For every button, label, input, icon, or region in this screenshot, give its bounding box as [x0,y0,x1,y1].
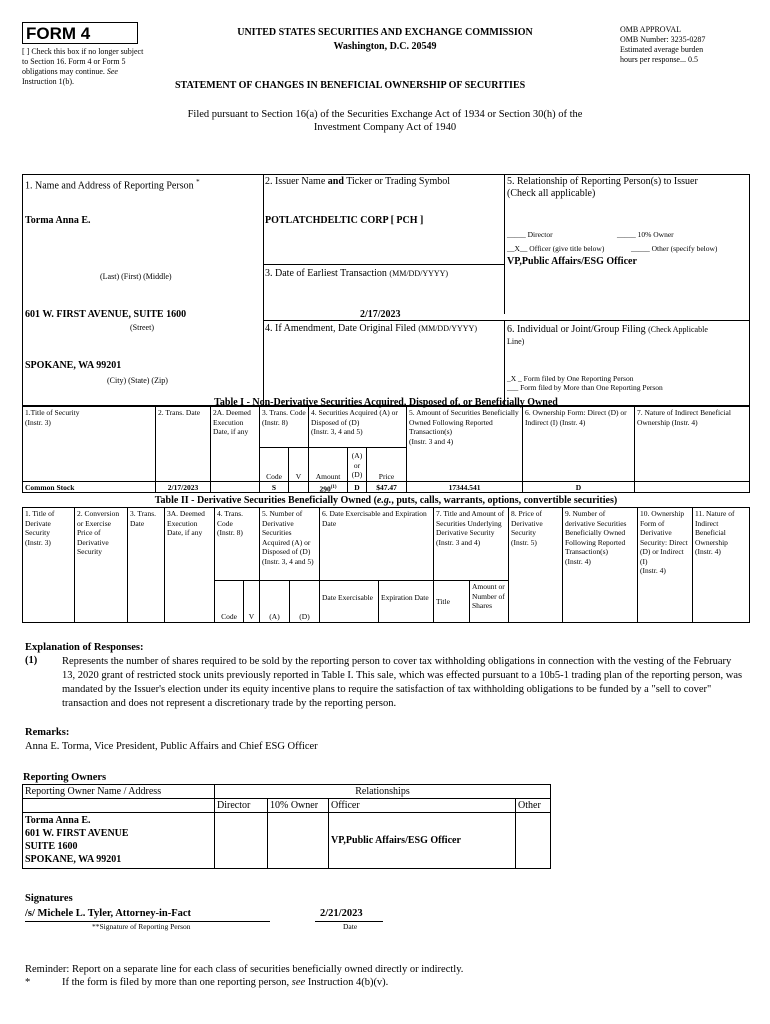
t2-header-trans-date: 3. Trans. Date [127,507,165,623]
t1-header-trans-date: 2. Trans. Date [155,406,211,482]
signature-date-caption: Date [343,922,358,931]
t1-sub-amount: Amount [308,447,348,482]
reporting-person-street: 601 W. FIRST AVENUE, SUITE 1600 [25,309,187,320]
t1-row-price: $47.47 [366,481,407,493]
box4-label: 4. If Amendment, Date Original Filed (MM/DD/YYYY) [265,323,477,334]
ro-col-other: Other [516,799,551,813]
filed-pursuant: Filed pursuant to Section 16(a) of the Securities Exchange Act of 1934 or Section 30(h) of the Investment Company Act of 1940 [187,109,583,133]
ro-col-name: Reporting Owner Name / Address [23,785,215,799]
issuer-name: POTLATCHDELTIC CORP [ PCH ] [265,215,424,226]
t2-header-price: 8. Price of Derivative Security (Instr. 5) [508,507,563,623]
explanation-number: (1) [25,655,38,666]
explanation-text: Represents the number of shares required to be sold by the reporting person to cover tax withholding obligations in connection with the vesting of the February 13, 2020 grant of restricted stock units previously reported in Table I. This sale, which was effected pursuant to a 10b5-1 trading plan of the reporting person, was mandated by the Issuer's election under its equity incentive plans to require the satisfaction of tax withholding obligations to be funded by a "sell to cover" transaction and does not represent a discretionary trade by the reporting person. [62,656,743,709]
form-label: FORM 4 [26,24,91,43]
agency-name: UNITED STATES SECURITIES AND EXCHANGE COMMISSION [237,27,533,38]
t2-sub-code: Code [214,580,244,623]
box3-label: 3. Date of Earliest Transaction (MM/DD/YYYY) [265,268,449,279]
box6-label: 6. Individual or Joint/Group Filing (Check Applicable Line) [507,324,708,346]
t2-sub-expiration: Expiration Date [378,580,434,623]
reminder-text: Reminder: Report on a separate line for each class of securities beneficially owned directly or indirectly. [25,964,464,975]
t2-header-trans-code: 4. Trans. Code (Instr. 8) [214,507,260,581]
other-checkbox: _____ Other (specify below) [631,244,718,253]
ro-col-relationships: Relationships [215,785,551,799]
ro-col-ten-pct: 10% Owner [268,799,329,813]
reporting-person-city: SPOKANE, WA 99201 [25,360,122,371]
reporting-owners-table [22,784,551,869]
signature-date: 2/21/2023 [320,908,363,919]
t1-header-deemed-date: 2A. Deemed Execution Date, if any [210,406,260,482]
director-checkbox: _____ Director [507,230,553,239]
multi-person-filing: ___ Form filed by More than One Reporting Person [507,383,663,392]
remarks-text: Anna E. Torma, Vice President, Public Affairs and Chief ESG Officer [25,741,318,752]
t2-header-date-exercisable: 6. Date Exercisable and Expiration Date [319,507,434,581]
name-caption: (Last) (First) (Middle) [100,272,172,281]
t2-sub-v: V [243,580,260,623]
box5-label: 5. Relationship of Reporting Person(s) to Issuer (Check all applicable) [507,176,698,199]
t1-row-owned: 17344.541 [406,481,523,493]
t2-header-ownership-form: 10. Ownership Form of Derivative Security: Direct (D) or Indirect (I) (Instr. 4) [637,507,693,623]
city-caption: (City) (State) (Zip) [107,376,168,385]
box1-label: 1. Name and Address of Reporting Person * [25,178,200,192]
t1-row-a-or-d: D [347,481,367,493]
t1-row-code: S [259,481,289,493]
t1-row-title: Common Stock [22,481,156,493]
statement-title: STATEMENT OF CHANGES IN BENEFICIAL OWNERSHIP OF SECURITIES [175,80,526,91]
box2-label: 2. Issuer Name and Ticker or Trading Symbol [265,176,451,187]
ro-owner-address: Torma Anna E. 601 W. FIRST AVENUE SUITE 1600 SPOKANE, WA 99201 [23,813,215,869]
t1-sub-v: V [288,447,309,482]
t1-header-securities: 4. Securities Acquired (A) or Disposed of (D) (Instr. 3, 4 and 5) [308,406,407,448]
t2-sub-a: (A) [259,580,290,623]
ro-officer-title: VP,Public Affairs/ESG Officer [329,813,516,869]
footnote-star: * [25,977,31,988]
one-person-filing: _X _ Form filed by One Reporting Person [507,374,634,383]
t2-header-number-owned: 9. Number of derivative Securities Beneficially Owned Following Reported Transaction(s) (Instr. 4) [562,507,638,623]
signature-caption: **Signature of Reporting Person [92,922,191,931]
t1-sub-a-or-d: (A) or (D) [347,447,367,482]
signatures-heading: Signatures [25,893,73,904]
t2-sub-amount: Amount or Number of Shares [469,580,509,623]
t1-row-form: D [522,481,635,493]
reporting-owners-heading: Reporting Owners [23,772,107,783]
remarks-heading: Remarks: [25,727,70,738]
t2-sub-date-exercisable: Date Exercisable [319,580,379,623]
t1-sub-price: Price [366,447,407,482]
earliest-transaction-date: 2/17/2023 [360,309,401,320]
ro-col-director: Director [215,799,268,813]
t1-row-amount: 290$^{(1)}$ [308,481,348,493]
t1-row-v [288,481,309,493]
form-label-box [22,22,138,44]
t2-header-title: 1. Title of Derivate Security (Instr. 3) [22,507,75,623]
t2-header-nature: 11. Nature of Indirect Beneficial Ownership (Instr. 4) [692,507,750,623]
table1-title: Table I - Non-Derivative Securities Acquired, Disposed of, or Beneficially Owned [214,397,558,408]
t2-header-deemed-date: 3A. Deemed Execution Date, if any [164,507,215,623]
omb-approval: OMB APPROVAL OMB Number: 3235-0287 Estimated average burden hours per response... 0.5 [620,25,706,64]
t1-row-date: 2/17/2023 [155,481,211,493]
t2-sub-title: Title [433,580,470,623]
footnote-text: If the form is filed by more than one reporting person, see Instruction 4(b)(v). [62,977,389,988]
officer-checkbox: __X__ Officer (give title below) [507,244,605,253]
t1-header-trans-code: 3. Trans. Code (Instr. 8) [259,406,309,448]
officer-title: VP,Public Affairs/ESG Officer [507,256,637,267]
t1-row-deemed-date [210,481,260,493]
t2-sub-d: (D) [289,580,320,623]
t1-header-title: 1.Title of Security (Instr. 3) [22,406,156,482]
t1-header-amount-owned: 5. Amount of Securities Beneficially Owned Following Reported Transaction(s) (Instr. 3 and 4) [406,406,523,482]
t1-row-nature [634,481,750,493]
t2-header-underlying: 7. Title and Amount of Securities Underlying Derivative Security (Instr. 3 and 4) [433,507,509,581]
table2-title: Table II - Derivative Securities Beneficially Owned (e.g., puts, calls, warrants, options, convertible securities) [154,495,618,506]
explanation-heading: Explanation of Responses: [25,642,144,653]
t2-header-conversion: 2. Conversion or Exercise Price of Derivative Security [74,507,128,623]
t2-header-number: 5. Number of Derivative Securities Acquired (A) or Disposed of (D) (Instr. 3, 4 and 5) [259,507,320,581]
t1-header-ownership-form: 6. Ownership Form: Direct (D) or Indirect (I) (Instr. 4) [522,406,635,482]
check-box-note: [ ] Check this box if no longer subject to Section 16. Form 4 or Form 5 obligations may continue. See Instruction 1(b). [22,47,144,86]
street-caption: (Street) [130,323,154,332]
agency-city: Washington, D.C. 20549 [333,41,437,52]
signature: /s/ Michele L. Tyler, Attorney-in-Fact [25,908,192,919]
reporting-person-name: Torma Anna E. [25,215,91,226]
ro-col-officer: Officer [329,799,516,813]
ten-pct-owner-checkbox: _____ 10% Owner [617,230,674,239]
t1-header-nature: 7. Nature of Indirect Beneficial Ownership (Instr. 4) [634,406,750,482]
t1-sub-code: Code [259,447,289,482]
